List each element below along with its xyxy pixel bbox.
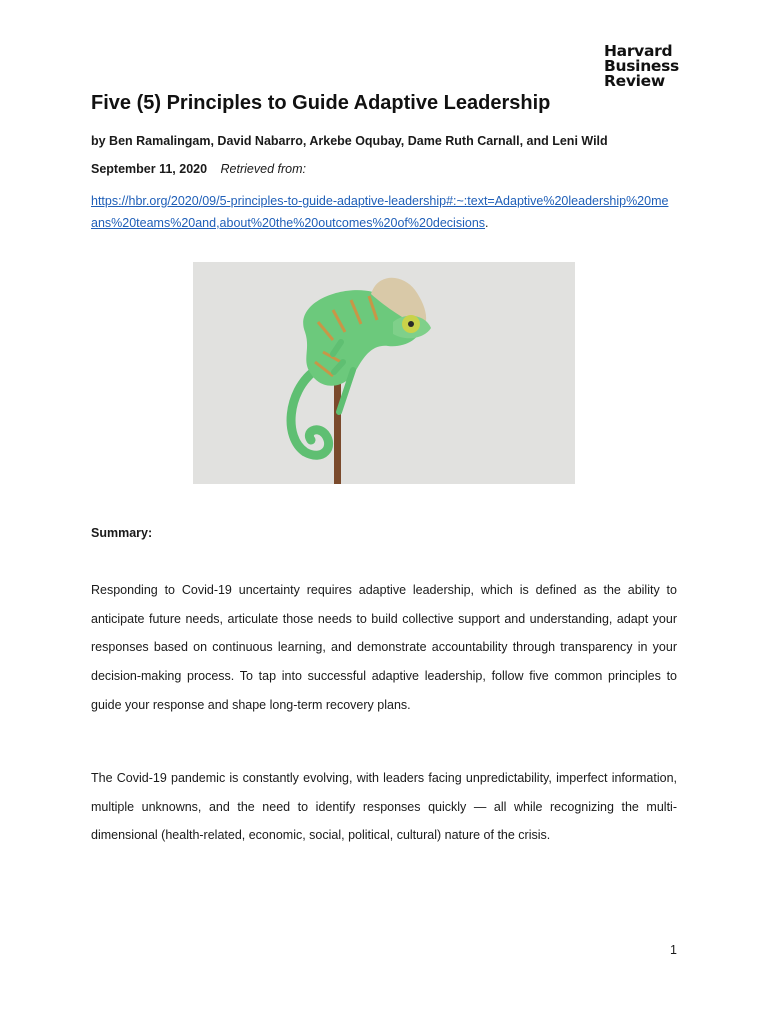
source-url-link[interactable]: https://hbr.org/2020/09/5-principles-to-guide-adaptive-leadership#:~:text=Adaptive%20leadership%20means%20teams%20and,about%20the%20outcomes%20of%20decisions (91, 194, 669, 230)
date-line (91, 162, 306, 176)
logo-line-3: Review (604, 72, 665, 90)
url-trailing-period: . (485, 216, 489, 230)
document-title: Five (5) Principles to Guide Adaptive Leadership (91, 92, 551, 114)
chameleon-image (193, 262, 575, 484)
publication-date: September 11, 2020 (91, 162, 208, 176)
summary-heading: Summary: (91, 526, 153, 540)
page-number: 1 (670, 943, 677, 957)
logo-line-2: Business (604, 57, 679, 75)
summary-paragraph-1: Responding to Covid-19 uncertainty requires adaptive leadership, which is defined as the ability to anticipate future needs, articulate those needs to build collective support and understanding, adapt your responses based on continuous learning, and demonstrate accountability through transparency in your decision-making process. To tap into successful adaptive leadership, follow five common principles to guide your response and shape long-term recovery plans. (91, 583, 677, 712)
source-url-paragraph (91, 190, 671, 234)
summary-paragraph-2: The Covid-19 pandemic is constantly evolving, with leaders facing unpredictability, imperfect information, multiple unknowns, and the need to identify responses quickly — all while recognizing the multi-dimensional (health-related, economic, social, political, cultural) nature of the crisis. (91, 771, 677, 843)
hbr-logo (604, 44, 679, 89)
logo-line-1: Harvard (604, 42, 673, 60)
author-line: by Ben Ramalingam, David Nabarro, Arkebe Oqubay, Dame Ruth Carnall, and Leni Wild (91, 134, 608, 148)
retrieved-label: Retrieved from: (220, 162, 306, 176)
